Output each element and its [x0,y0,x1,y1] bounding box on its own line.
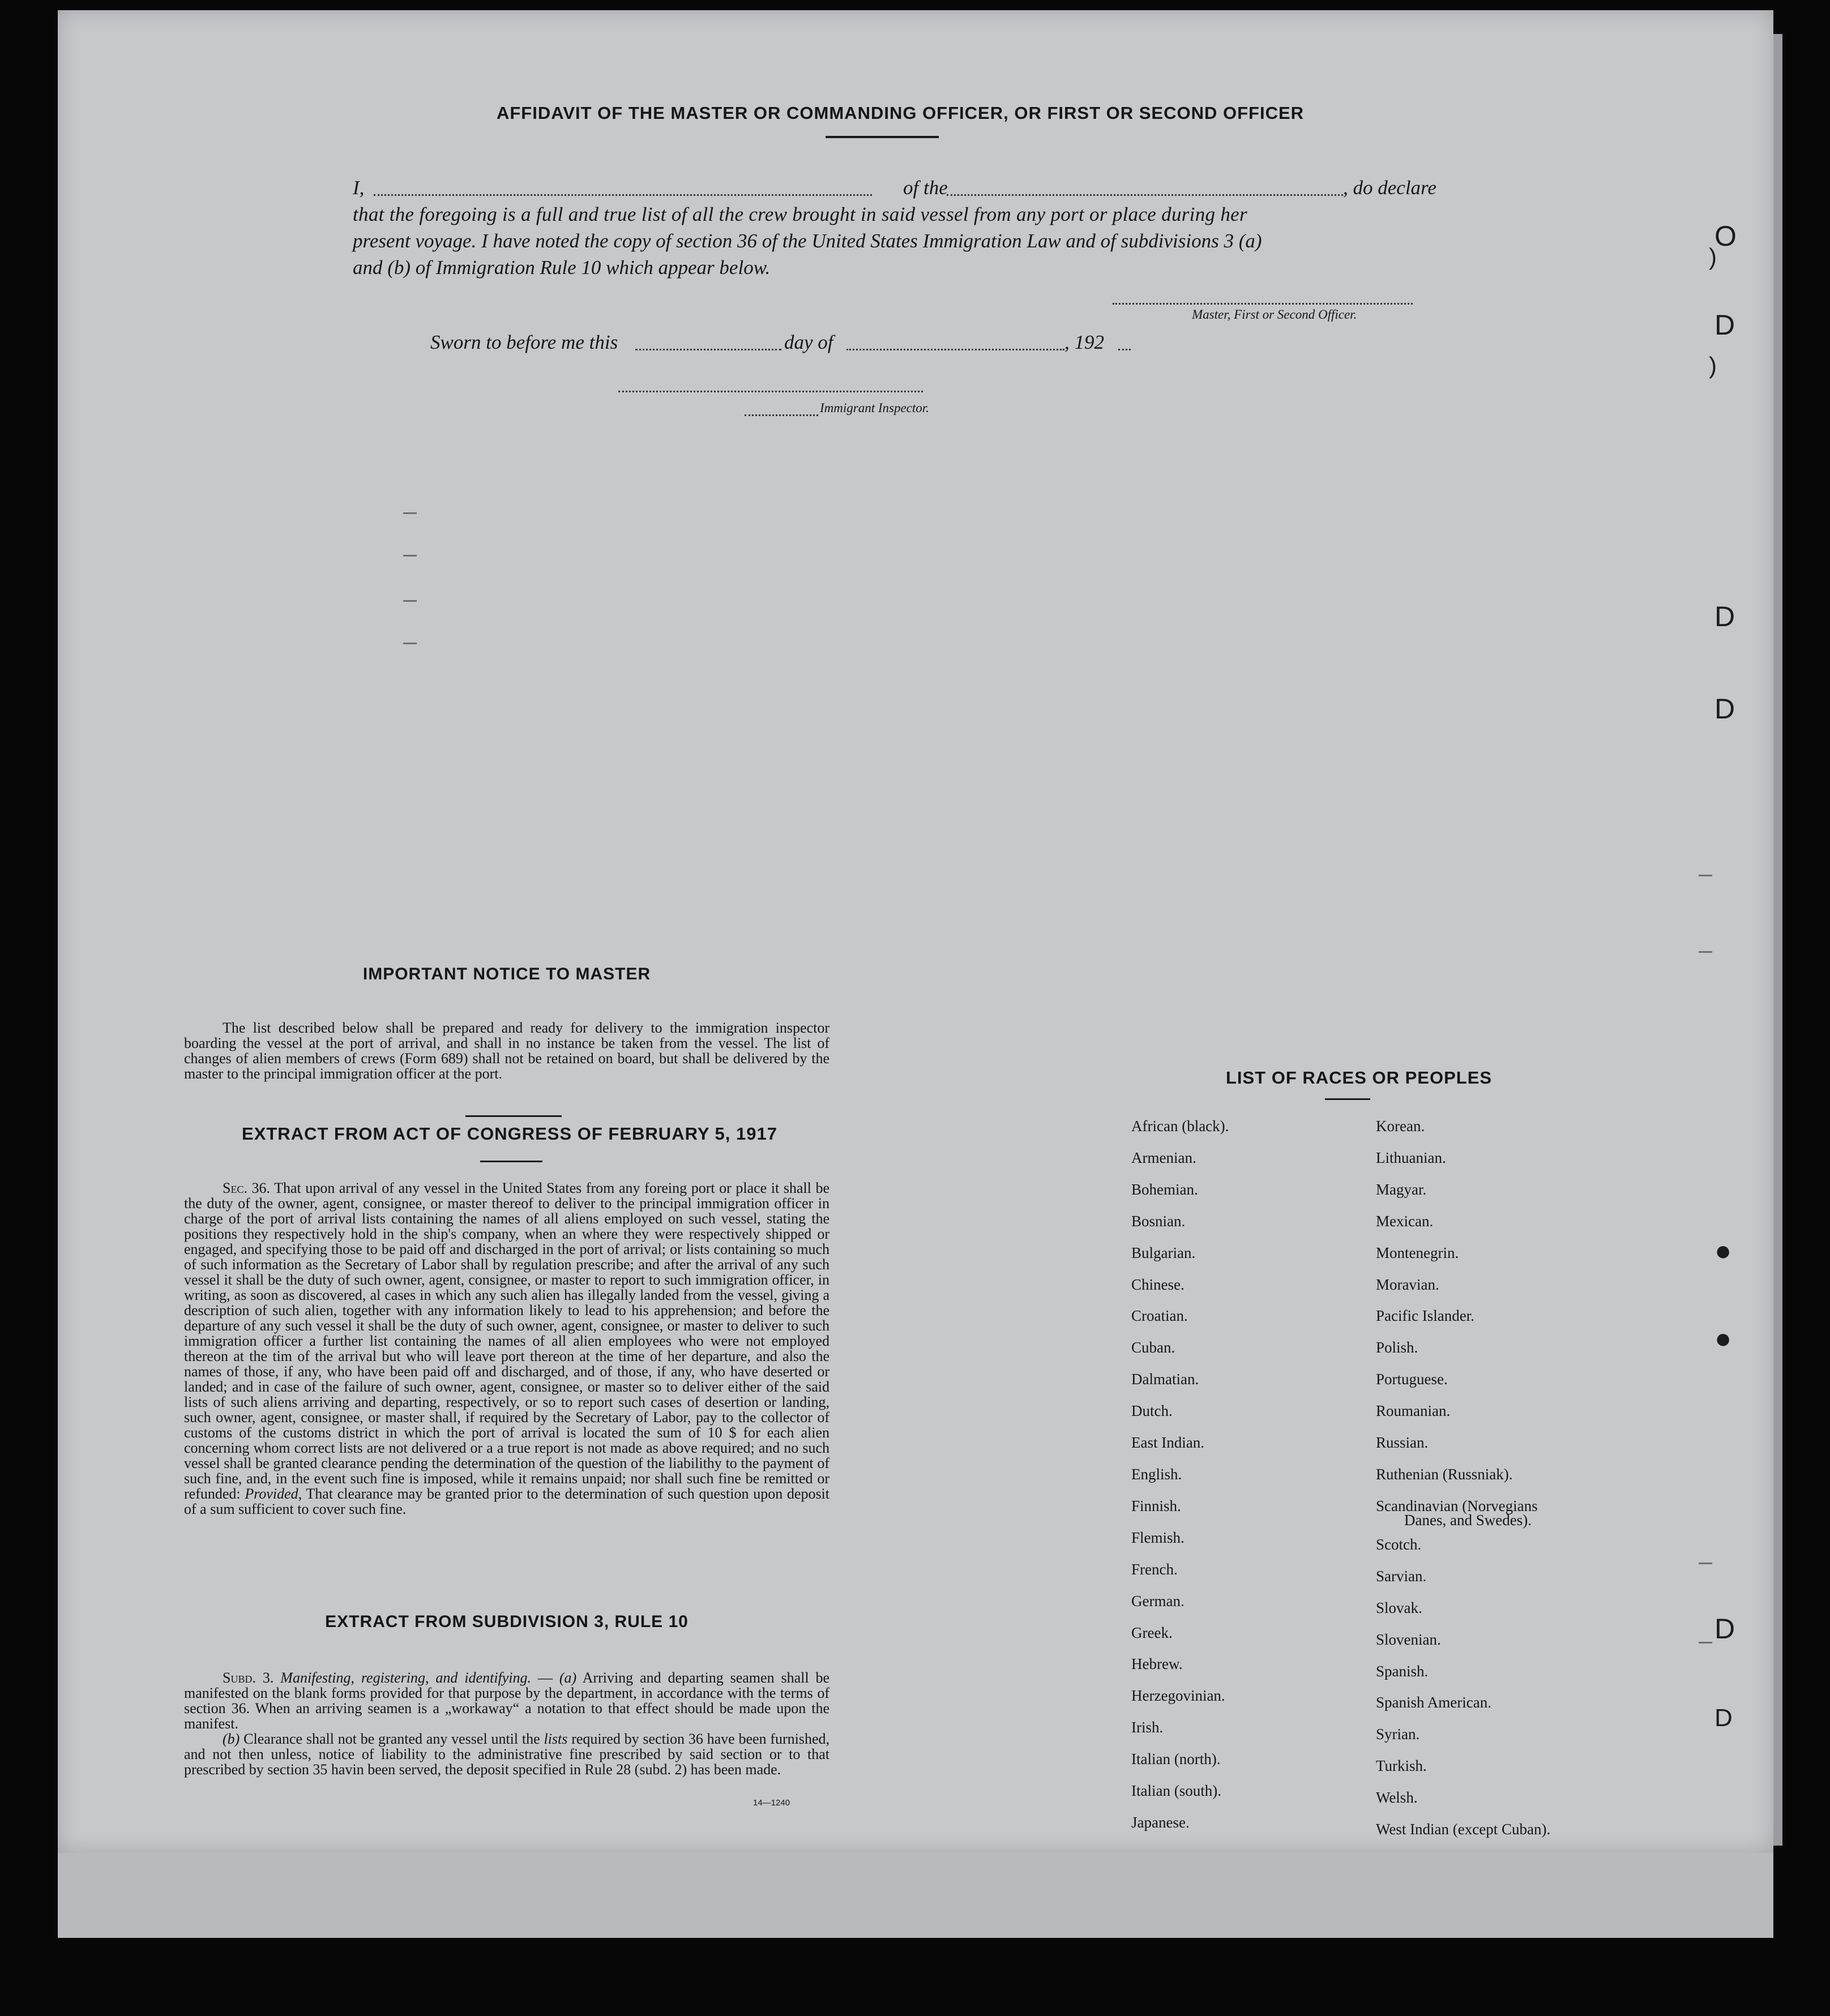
bleed-tick [1699,951,1712,953]
rule-a-text: Arriving and departing seamen shall be manifested on the blank forms provided for that purpose by the department, in accordance with the terms of section 36. When an arriving seamen is a „workaway“ a notation to that effect should be made upon the manifest. [184,1670,830,1732]
rule-a-marker: (a) [559,1670,577,1686]
race-scandinavian-2: Danes, and Swedes). [1404,1511,1532,1529]
race-item: Armenian. [1131,1149,1196,1166]
race-item: Spanish American. [1376,1694,1491,1711]
race-item: Bulgarian. [1131,1244,1196,1261]
race-item: West Indian (except Cuban). [1376,1821,1551,1838]
act-section-text: That upon arrival of any vessel in the United States from any foreing port or place it shall be the duty of the owner, agent, consignee, or master thereof to deliver to the principal immigration officer in charge of the port of arrival lists containing the names of all aliens employed on such vessel, stating the positions they respectively hold in the ship's company, when an where they were respectively shipped or engaged, and specifying those to be paid off and discharged in the port of arrival; or lists containing so much of such information as the Secretary of Labor shall by regulation prescribe; and after the arrival of any such vessel it shall be the duty of such owner, agent, consignee, or master to report to such immigration officer, in writing, as soon as discovered, al cases in which any such alien has illegally landed from the vessel, giving a description of such alien, together with any information likely to lead to his apprehension; and before the departure of any such vessel it shall be the duty of such owner, agent, consignee, or master to deliver to such immigration officer a further list containing the names of all alien employees who were not employed thereon at the tim of the arrival but who will leave port thereon at the time of her departure, and also the names of those, if any, who have been paid off and discharged, and of those, if any, who have deserted or landed; and in case of the failure of such owner, agent, consignee, or master so to deliver either of the said lists of such aliens arriving and departing, respectively, or so to report such cases of desertion or landing, such owner, agent, consignee, or master shall, if required by the Secretary of Labor, pay to the collector of customs of the customs district in which the port of arrival is located the sum of 10 $ for each alien concerning whom correct lists are not delivered or a a true report is not made as above required; and no such vessel shall be granted clearance pending the determination of the question of the liabilithy to the payment of such fine, and, in the event such fine is imposed, while it remains unpaid; nor shall such fine be remitted or refunded: [184,1180,830,1502]
race-item: Polish. [1376,1339,1418,1356]
race-item: Sarvian. [1376,1567,1427,1585]
affidavit-title-rule [826,136,939,138]
races-right-a [1376,1111,1550,1491]
race-item: German. [1131,1592,1185,1610]
race-item: Syrian. [1376,1726,1420,1743]
signature-caption: Master, First or Second Officer. [1192,307,1357,322]
affidavit-i: I, [353,177,365,199]
races-right-b [1376,1529,1550,1846]
races-left-column [1131,1111,1229,1839]
race-item: Dalmatian. [1131,1371,1199,1388]
race-item: Cuban. [1131,1339,1175,1356]
sworn-day-blank[interactable] [635,349,781,350]
signature-blank[interactable] [1113,303,1413,305]
rule-b-text-pre: Clearance shall not be granted any vessel until the [243,1731,540,1747]
form-number: 14—1240 [753,1798,790,1808]
race-item: Pacific Islander. [1376,1307,1474,1325]
race-item: African (black). [1131,1118,1229,1135]
rule-body [184,1670,830,1777]
binder-hole-mark: ● [1714,1322,1732,1354]
binder-hole-mark: D [1714,601,1735,632]
sworn-day-of: day of [784,331,833,353]
binder-hole-mark: ) [1709,243,1717,270]
name-blank[interactable] [374,194,872,196]
race-item: Croatian. [1131,1307,1188,1325]
affidavit-of-the: of the [903,177,948,199]
race-item: Lithuanian. [1376,1149,1446,1166]
race-item [1376,1491,1550,1529]
affidavit-line-3: present voyage. I have noted the copy of section 36 of the United States Immigration Law and of subdivisions 3 (a) [353,230,1262,252]
binder-hole-mark: O [1714,220,1737,252]
race-item: Moravian. [1376,1275,1439,1293]
race-item: Italian (north). [1131,1750,1221,1768]
inspector-signature-blank[interactable] [618,391,923,392]
page-edge [1773,34,1782,1846]
act-top-rule [465,1115,562,1117]
rule-subd-label: Subd. 3. [223,1670,274,1686]
binder-hole-mark: D [1714,309,1735,341]
act-provided-label: Provided, [245,1486,302,1502]
sworn-prefix: Sworn to before me this [430,331,618,353]
race-scandinavian-1: Scandinavian (Norvegians [1376,1497,1538,1514]
races-right-column [1376,1111,1550,1846]
race-item: Magyar. [1376,1180,1427,1198]
race-item: Turkish. [1376,1757,1427,1775]
races-title-rule [1325,1098,1370,1100]
act-provided-text: That clearance may be granted prior to the determination of such question upon deposit of a sum sufficient to cover such fine. [184,1486,830,1517]
race-item: Korean. [1376,1118,1425,1135]
race-item: Spanish. [1376,1662,1429,1680]
binder-hole-mark: D [1714,693,1735,725]
race-item: Roumanian. [1376,1402,1451,1420]
notice-title: IMPORTANT NOTICE TO MASTER [362,965,651,983]
race-item: Ruthenian (Russniak). [1376,1465,1513,1483]
race-item: Montenegrin. [1376,1244,1459,1261]
race-item: Finnish. [1131,1497,1181,1514]
race-item: Japanese. [1131,1813,1190,1831]
race-item: Slovenian. [1376,1630,1441,1648]
binder-hole-mark: ● [1714,1235,1732,1266]
race-item: Mexican. [1376,1212,1434,1230]
sworn-year: , 192 [1064,331,1104,353]
binder-hole-mark: D [1714,1704,1733,1732]
bleed-tick [403,643,417,644]
race-item: English. [1131,1465,1182,1483]
race-item: Slovak. [1376,1599,1422,1616]
race-item: Herzegovinian. [1131,1687,1225,1705]
act-title: EXTRACT FROM ACT OF CONGRESS OF FEBRUARY 5, 1917 [242,1124,777,1144]
bleed-tick [403,600,417,602]
rule-b-text-post: required by section 36 have been furnished, and not then unless, notice of liability to the administrative fine prescribed by said section or to that prescribed by section 35 havin been served, the deposit specified in Rule 28 (subd. 2) has been made. [184,1731,830,1778]
act-title-rule [480,1161,542,1162]
page-lower-strip [58,1853,1773,1938]
rule-subd-heading: Manifesting, registering, and identifying. [280,1670,532,1686]
act-body [184,1180,830,1517]
race-item: Portuguese. [1376,1371,1448,1388]
race-item: Italian (south). [1131,1782,1221,1800]
affidavit-line-2: that the foregoing is a full and true list of all the crew brought in said vessel from any port or place during her [353,203,1247,225]
race-item: Dutch. [1131,1402,1173,1420]
races-title: LIST OF RACES OR PEOPLES [1225,1068,1493,1088]
race-item: Flemish. [1131,1529,1185,1546]
bleed-tick [403,555,417,557]
rule-paragraph-b [184,1731,830,1777]
race-item: Irish. [1131,1719,1164,1736]
race-item: East Indian. [1131,1434,1204,1452]
bleed-tick [1699,1642,1712,1643]
bleed-tick [1699,875,1712,876]
rule-paragraph-a: Subd. 3. Manifesting, registering, and identifying. — (a) Arriving and departing seamen shall be manifested on the blank forms provided for that purpose by the department, in accordance with the terms of section 36. When an arriving seamen is a „workaway“ a notation to that effect should be made upon the manifest. [184,1670,830,1732]
act-section-label: Sec. 36. [223,1180,271,1196]
race-item: Welsh. [1376,1789,1418,1807]
rule-b-marker: (b) [223,1731,240,1747]
notice-body: The list described below shall be prepared and ready for delivery to the immigration inspector boarding the vessel at the port of arrival, and shall in no instance be taken from the vessel. The list of changes of alien members of crews (Form 689) shall not be retained on board, but shall be delivered by the master to the principal immigration officer at the port. [184,1020,830,1082]
inspector-name-blank[interactable] [745,414,818,416]
affidavit-line-1 [353,175,364,201]
sworn-month-blank[interactable] [846,349,1064,350]
race-item: Hebrew. [1131,1655,1183,1673]
race-item: Russian. [1376,1434,1429,1452]
binder-hole-mark: ) [1709,352,1717,379]
bleed-tick [403,512,417,514]
affidavit-line-4: and (b) of Immigration Rule 10 which appear below. [353,256,771,279]
inspector-caption: Immigrant Inspector. [820,401,929,415]
rule-b-lists: lists [544,1731,568,1747]
race-item: Bohemian. [1131,1180,1198,1198]
binder-hole-mark: D [1714,1613,1735,1645]
race-item: Greek. [1131,1624,1173,1641]
affidavit-title: AFFIDAVIT OF THE MASTER OR COMMANDING OFFICER, OR FIRST OR SECOND OFFICER [496,103,1305,123]
bleed-tick [1699,1563,1712,1564]
race-item: Chinese. [1131,1275,1185,1293]
vessel-blank[interactable] [947,194,1343,196]
sworn-year-blank[interactable] [1118,349,1131,350]
race-item: Scotch. [1376,1535,1422,1553]
race-item: French. [1131,1560,1178,1578]
race-item: Bosnian. [1131,1212,1186,1230]
rule-title: EXTRACT FROM SUBDIVISION 3, RULE 10 [325,1612,689,1631]
affidavit-declare: , do declare [1343,177,1436,199]
